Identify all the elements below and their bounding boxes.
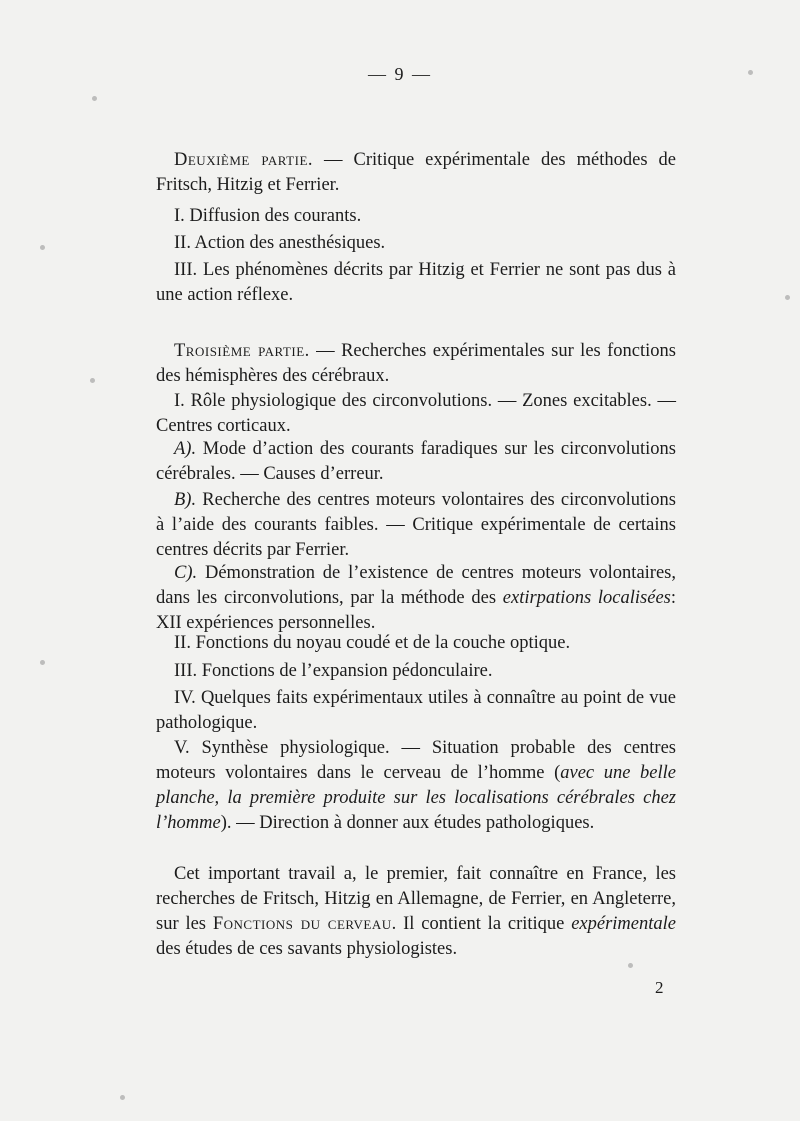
paper-speck — [628, 963, 633, 968]
paper-speck — [785, 295, 790, 300]
closing-paragraph — [156, 862, 676, 962]
list-item: II. Action des anesthésiques. — [174, 233, 386, 253]
paragraph-text: des études de ces savants physiologistes. — [156, 939, 458, 959]
sub-item-label: B). — [174, 490, 197, 510]
paragraph-text: . Il contient la critique — [391, 914, 572, 934]
list-item: III. Fonctions de l’expansion pédonculaire. — [174, 661, 493, 681]
list-item-italic: avec une belle planche, la première produite sur les localisations cérébrales chez l’homme — [156, 763, 677, 833]
list-item — [156, 736, 676, 836]
paper-speck — [120, 1095, 125, 1100]
paper-speck — [90, 378, 95, 383]
paper-speck — [748, 70, 753, 75]
sub-item-text: : XII expériences personnelles. — [156, 588, 676, 633]
section-troisieme-heading — [156, 339, 676, 389]
sub-item-text: Mode d’action des courants faradiques sur les circonvolutions cérébrales. — Causes d’erreur. — [156, 439, 676, 484]
list-item: I. Diffusion des courants. — [174, 206, 362, 226]
part-label: Deuxième partie. — [174, 150, 314, 170]
paper-speck — [40, 660, 45, 665]
list-item: III. Les phénomènes décrits par Hitzig et Ferrier ne sont pas dus à une action réflexe. — [156, 260, 676, 305]
paper-speck — [92, 96, 97, 101]
paper-speck — [40, 245, 45, 250]
sub-item-b — [156, 488, 676, 563]
page-number: — 9 — — [368, 64, 432, 84]
signature-mark: 2 — [655, 978, 664, 997]
paragraph-smallcaps: Fonctions du cerveau — [212, 914, 392, 934]
part-description: — Critique expérimentale des méthodes de Fritsch, Hitzig et Ferrier. — [156, 150, 676, 195]
sub-item-c — [156, 561, 676, 636]
paragraph-italic: expérimentale — [571, 914, 676, 934]
sub-item-italic: extirpations localisées — [502, 588, 671, 608]
sub-item-label: A). — [174, 439, 197, 459]
list-item-text: V. Synthèse physiologique. — Situation probable des centres moteurs volontaires dans le cerveau de l’homme ( — [156, 738, 676, 783]
sub-item-label: C). — [174, 563, 198, 583]
part-description: — Recherches expérimentales sur les fonctions des hémisphères des cérébraux. — [156, 341, 676, 386]
sub-item-text: Démonstration de l’existence de centres moteurs volontaires, dans les circonvolutions, par la méthode des — [156, 563, 676, 608]
part-label: Troisième partie. — [174, 341, 310, 361]
paragraph-text: Cet important travail a, le premier, fait connaître en France, les recherches de Fritsch, Hitzig en Allemagne, de Ferrier, en Angleterre, sur les — [156, 864, 676, 934]
list-item: IV. Quelques faits expérimentaux utiles à connaître au point de vue pathologique. — [156, 688, 676, 733]
sub-item-a — [156, 437, 676, 487]
section-deuxieme-heading — [156, 148, 676, 198]
sub-item-text: Recherche des centres moteurs volontaires des circonvolutions à l’aide des courants faibles. — Critique expérimentale de certains centres décrits par Ferrier. — [156, 490, 676, 560]
list-item: II. Fonctions du noyau coudé et de la couche optique. — [174, 633, 571, 653]
list-item-text: ). — Direction à donner aux études pathologiques. — [220, 813, 595, 833]
list-item: I. Rôle physiologique des circonvolutions. — Zones excitables. — Centres corticaux. — [156, 391, 676, 436]
